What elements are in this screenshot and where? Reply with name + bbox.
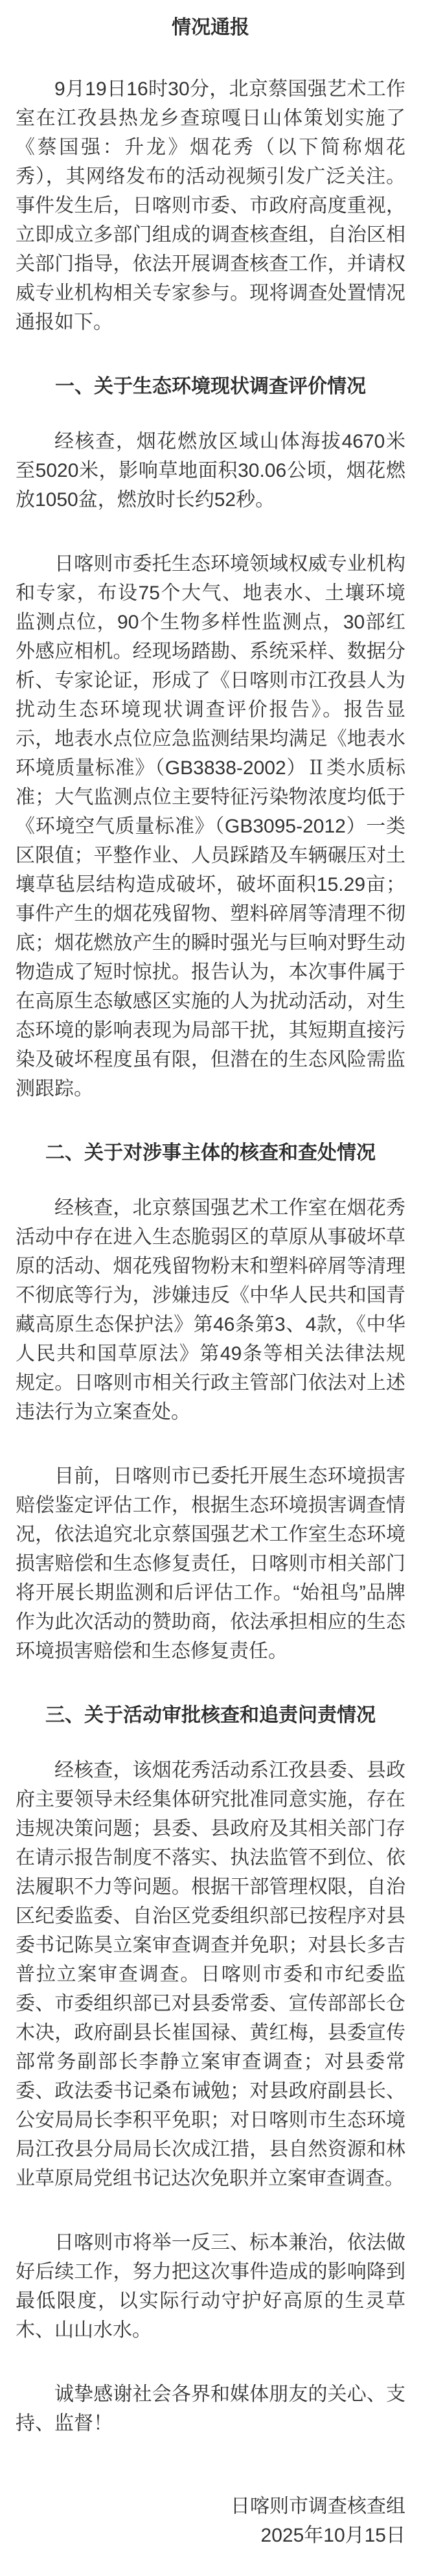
closing-paragraph-1: 日喀则市将举一反三、标本兼治，依法做好后续工作，努力把这次事件造成的影响降到最低限度，以实际行动守护好高原的生灵草木、山山水水。 — [16, 2232, 405, 2341]
section-2-heading: 二、关于对涉事主体的核查和查处情况 — [45, 1142, 376, 1164]
section-3-heading: 三、关于活动审批核查和追责问责情况 — [45, 1705, 376, 1726]
signature-date: 2025年10月15日 — [260, 2525, 405, 2546]
section-1-heading: 一、关于生态环境现状调查评价情况 — [55, 376, 366, 397]
section-1-paragraph-2: 日喀则市委托生态环境领域权威专业机构和专家，布设75个大气、地表水、土壤环境监测点位，90个生物多样性监测点，30部红外感应相机。经现场踏勘、系统采样、数据分析、专家论证，形成了《日喀则市江孜县人为扰动生态环境现状调查评价报告》。报告显示，地表水点位应急监测结果均满足《地表水环境质量标准》（GB3838-2002）Ⅱ类水质标准；大气监测点位主要特征污染物浓度均低于《环境空气质量标准》（GB3095-2012）一类区限值；平整作业、人员踩踏及车辆碾压对土壤草毡层结构造成破坏，破坏面积15.29亩；事件产生的烟花残留物、塑料碎屑等清理不彻底；烟花燃放产生的瞬时强光与巨响对野生动物造成了短时惊扰。报告认为，本次事件属于在高原生态敏感区实施的人为扰动活动，对生态环境的影响表现为局部干扰，其短期直接污染及破坏程度虽有限，但潜在的生态风险需监测跟踪。 — [16, 553, 405, 1099]
closing-paragraph-2: 诚挚感谢社会各界和媒体朋友的关心、支持、监督！ — [16, 2384, 405, 2434]
section-3-paragraph-1: 经核查，该烟花秀活动系江孜县委、县政府主要领导未经集体研究批准同意实施，存在违规决策问题；县委、县政府及其相关部门存在请示报告制度不落实、执法监管不到位、依法履职不力等问题。根据干部管理权限，自治区纪委监委、自治区党委组织部已按程序对县委书记陈昊立案审查调查并免职；对县长多吉普拉立案审查调查。日喀则市委和市纪委监委、市委组织部已对县委常委、宣传部部长仓木决，政府副县长崔国禄、黄红梅，县委宣传部常务副部长李静立案审查调查；对县委常委、政法委书记桑布诫勉；对县政府副县长、公安局局长李积平免职；对日喀则市生态环境局江孜县分局局长次成江措，县自然资源和林业草原局党组书记达次免职并立案审查调查。 — [16, 1760, 405, 2189]
signature-block — [16, 2492, 405, 2550]
intro-paragraph: 9月19日16时30分，北京蔡国强艺术工作室在江孜县热龙乡查琼嘎日山体策划实施了《蔡国强：升龙》烟花秀（以下简称烟花秀），其网络发布的活动视频引发广泛关注。事件发生后，日喀则市委、市政府高度重视，立即成立多部门组成的调查核查组，自治区相关部门指导，依法开展调查核查工作，并请权威专业机构相关专家参与。现将调查处置情况通报如下。 — [16, 78, 405, 333]
section-2-paragraph-1: 经核查，北京蔡国强艺术工作室在烟花秀活动中存在进入生态脆弱区的草原从事破坏草原的活动、烟花残留物粉末和塑料碎屑等清理不彻底等行为，涉嫌违反《中华人民共和国青藏高原生态保护法》第46条第3、4款，《中华人民共和国草原法》第49条等相关法律法规规定。日喀则市相关行政主管部门依法对上述违法行为立案查处。 — [16, 1197, 405, 1423]
signature-author: 日喀则市调查核查组 — [231, 2496, 405, 2517]
document-title: 情况通报 — [172, 17, 249, 38]
section-2-paragraph-2: 目前，日喀则市已委托开展生态环境损害赔偿鉴定评估工作，根据生态环境损害调查情况，依法追究北京蔡国强艺术工作室生态环境损害赔偿和生态修复责任，日喀则市相关部门将开展长期监测和后评估工作。“始祖鸟”品牌作为此次活动的赞助商，依法承担相应的生态环境损害赔偿和生态修复责任。 — [16, 1466, 405, 1662]
section-1-paragraph-1: 经核查，烟花燃放区域山体海拔4670米至5020米，影响草地面积30.06公顷，烟花燃放1050盆，燃放时长约52秒。 — [16, 431, 405, 511]
